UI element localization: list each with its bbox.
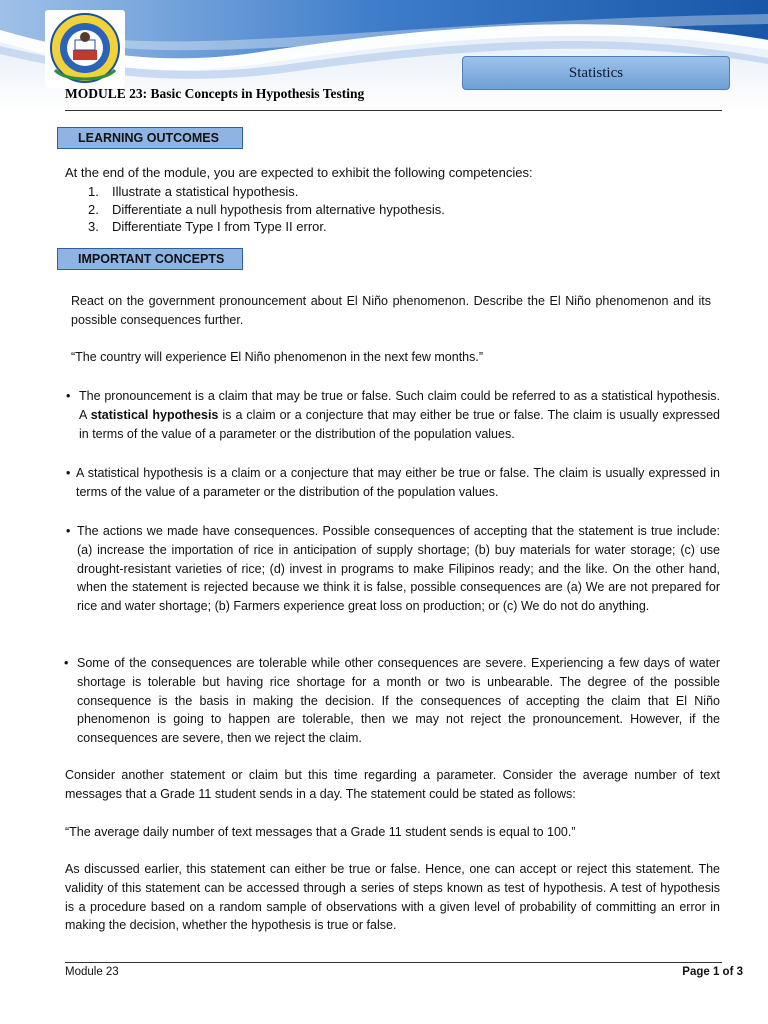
parameter-paragraph: Consider another statement or claim but this time regarding a parameter. Consider the average number of text messages that a Grade 11 student sends in a day. The statement could be stated as follows:	[65, 768, 720, 801]
bullet-1: • The pronouncement is a claim that may be true or false. Such claim could be referred to as a statistical hypothesis. A statistical hypothesis is a claim or a conjecture that may either be true or false. The claim is usually expressed in terms of the value of a parameter or the distribution of the population values.	[66, 389, 721, 441]
quote-text-messages: “The average daily number of text messages that a Grade 11 student sends is equal to 100.”	[65, 825, 576, 839]
bullet-4: • Some of the consequences are tolerable while other consequences are severe. Experiencing a few days of water shortage is tolerable but having rice shortage for a month or two is unbearable. The degree of the possible consequence is the basis in making the decision. If the consequences of accepting the claim that El Niño phenomenon is going to happen are tolerable, then we may not reject the pronouncement. However, if the consequences are severe, then we reject the claim.	[64, 656, 720, 746]
bullet-dot: •	[66, 389, 71, 403]
bullet-dot: •	[66, 524, 71, 538]
learning-outcomes-heading: LEARNING OUTCOMES	[57, 127, 243, 149]
bullet-2: • A statistical hypothesis is a claim or a conjecture that may either be true or false. The claim is usually expressed in terms of the value of a parameter or the distribution of the population values.	[66, 466, 720, 499]
list-item: 1. Illustrate a statistical hypothesis.	[88, 184, 299, 199]
quote-el-nino: “The country will experience El Niño phenomenon in the next few months.”	[71, 350, 484, 364]
test-of-hypothesis-paragraph: As discussed earlier, this statement can either be true or false. Hence, one can accept or reject this statement. The validity of this statement can be accessed through a series of steps known as test of hypothesis. A test of hypothesis is a procedure based on a random sample of observations with a given level of probability of committing an error in making the decision, whether the hypothesis is true or false.	[65, 862, 720, 933]
page-number: Page 1 of 3	[682, 966, 743, 978]
bullet-3: • The actions we made have consequences. Possible consequences of accepting that the statement is true include: (a) increase the importation of rice in anticipation of supply shortage; (b) buy materials for water storage; (c) use drought-resistant varieties of rice; (d) invest in programs to make Filipinos ready; and the like. On the other hand, when the statement is rejected because we think it is false, possible consequences are (a) We are not prepared for rice and water shortage; (b) Farmers experience great loss on production; or (c) We do not do anything.	[66, 524, 720, 614]
footer-module-label: Module 23	[65, 966, 119, 978]
bullet-dot: •	[66, 466, 71, 480]
term-statistical-hypothesis: statistical hypothesis	[90, 407, 219, 422]
outcomes-list	[88, 183, 445, 236]
bullet-dot: •	[64, 656, 69, 670]
subject-label: Statistics	[462, 56, 730, 90]
footer-divider	[65, 962, 722, 963]
college-logo	[45, 10, 125, 88]
module-title: MODULE 23: Basic Concepts in Hypothesis Testing	[65, 86, 365, 101]
list-item: 3. Differentiate Type I from Type II error.	[88, 219, 327, 235]
list-item: 2. Differentiate a null hypothesis from alternative hypothesis.	[88, 201, 445, 217]
important-concepts-heading: IMPORTANT CONCEPTS	[57, 248, 243, 270]
title-divider	[65, 110, 722, 111]
outcomes-intro: At the end of the module, you are expected to exhibit the following competencies:	[65, 165, 533, 180]
intro-paragraph: React on the government pronouncement about El Niño phenomenon. Describe the El Niño phenomenon and its possible consequences further.	[71, 294, 711, 327]
